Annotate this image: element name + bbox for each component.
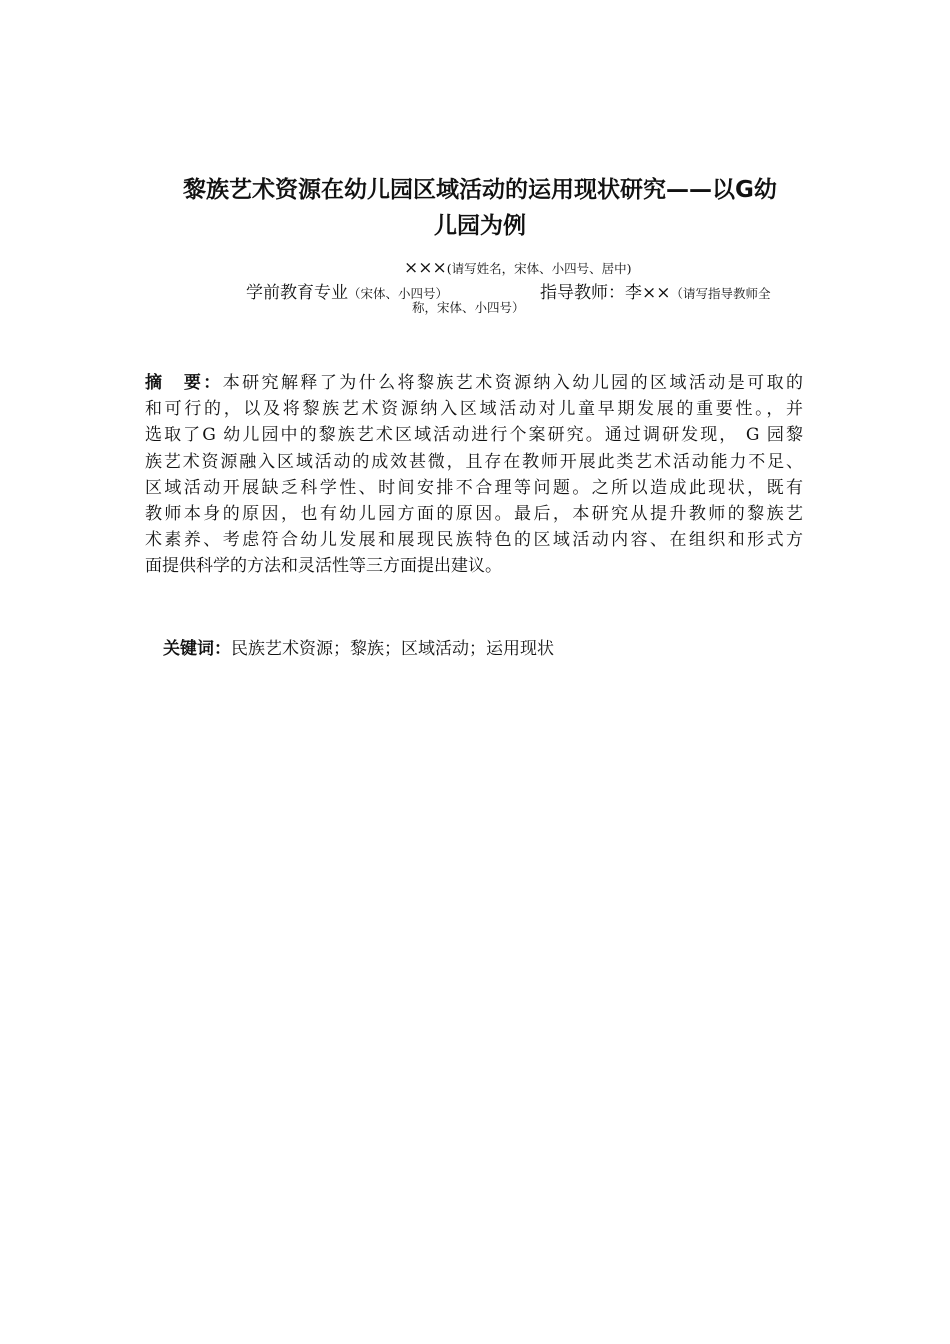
abstract-text: 本研究解释了为什么将黎族艺术资源纳入幼儿园的区域活动是可取的	[222, 373, 804, 393]
major-name: 学前教育专业	[246, 283, 348, 303]
abstract-label: 摘 要：	[145, 373, 223, 393]
advisor-line	[540, 278, 771, 303]
advisor-note: （请写指导教师全	[670, 286, 771, 301]
title-line-2: 儿园为例	[434, 213, 526, 239]
keywords	[163, 634, 554, 659]
abstract-line: 术素养、考虑符合幼儿发展和展现民族特色的区域活动内容、在组织和形式方	[145, 530, 803, 551]
abstract-line: 选取了G 幼儿园中的黎族艺术区域活动进行个案研究。通过调研发现， G 园黎	[145, 425, 803, 446]
abstract-line: 面提供科学的方法和灵活性等三方面提出建议。	[145, 556, 502, 577]
author-line	[404, 258, 632, 278]
abstract-line: 区域活动开展缺乏科学性、时间安排不合理等问题。之所以造成此现状，既有	[145, 477, 803, 498]
abstract-line: 教师本身的原因，也有幼儿园方面的原因。最后，本研究从提升教师的黎族艺	[145, 504, 803, 525]
document-title	[140, 172, 820, 244]
advisor-name: 李××	[625, 283, 671, 303]
abstract-line: 族艺术资源融入区域活动的成效甚微，且存在教师开展此类艺术活动能力不足、	[145, 451, 803, 472]
keywords-label: 关键词：	[163, 639, 231, 659]
advisor-note-continued: 称，宋体、小四号）	[412, 300, 525, 315]
author-name: ×××	[404, 258, 447, 278]
major-note: （宋体、小四号）	[348, 286, 449, 301]
abstract-line	[145, 370, 803, 396]
keywords-value: 民族艺术资源；黎族；区域活动；运用现状	[231, 639, 554, 659]
author-note: (请写姓名，宋体、小四号、居中)	[446, 261, 632, 276]
abstract	[145, 370, 803, 580]
title-line-1: 黎族艺术资源在幼儿园区域活动的运用现状研究——以G幼	[183, 177, 777, 203]
abstract-line: 和可行的，以及将黎族艺术资源纳入区域活动对儿童早期发展的重要性。，并	[145, 399, 803, 420]
advisor-label: 指导教师：	[540, 283, 625, 303]
